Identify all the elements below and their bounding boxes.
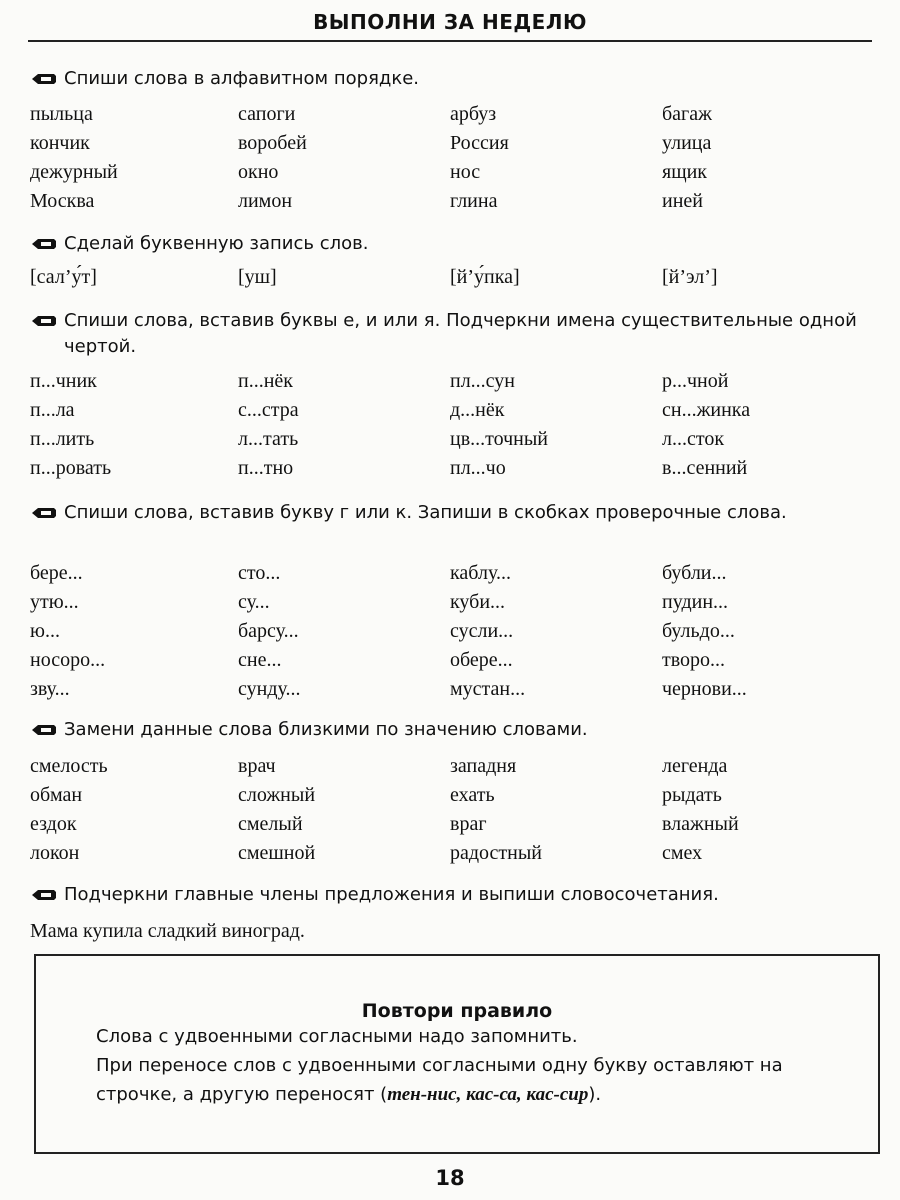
word-row xyxy=(30,620,870,649)
word: творо... xyxy=(662,649,726,671)
pencil-icon xyxy=(32,724,56,736)
task-6-instruction xyxy=(32,882,719,908)
task-4-words xyxy=(30,562,870,707)
word-row xyxy=(30,784,870,813)
rule-text-2-end: ). xyxy=(588,1084,602,1105)
task-2-instruction xyxy=(32,231,368,257)
word: окно xyxy=(238,161,279,183)
task-5-instruction xyxy=(32,717,588,743)
word: сне... xyxy=(238,649,282,671)
rule-text-2: При переносе слов с удвоенными согласными одну букву оставляют на строчке, а другую переносят ( xyxy=(96,1055,783,1105)
word: п...нёк xyxy=(238,370,293,392)
page-header xyxy=(28,10,872,40)
page-number: 18 xyxy=(435,1166,465,1190)
word: п...ла xyxy=(30,399,75,421)
word: смех xyxy=(662,842,703,864)
word: смелый xyxy=(238,813,303,835)
word-row xyxy=(30,457,870,486)
rule-text-1: Слова с удвоенными согласными надо запомнить. xyxy=(96,1026,578,1047)
word: смешной xyxy=(238,842,316,864)
word-row xyxy=(30,755,870,784)
word-row xyxy=(30,103,870,132)
word: п...ровать xyxy=(30,457,112,479)
pencil-icon xyxy=(32,238,56,250)
word: утю... xyxy=(30,591,79,613)
rule-paragraph-1 xyxy=(36,1022,878,1051)
word: оберe... xyxy=(450,649,513,671)
word: легенда xyxy=(662,755,728,777)
page-title: ВЫПОЛНИ ЗА НЕДЕЛЮ xyxy=(313,10,587,34)
task-5-words xyxy=(30,755,870,871)
word: радостный xyxy=(450,842,543,864)
word: багаж xyxy=(662,103,712,125)
task-1-words xyxy=(30,103,870,219)
transcription: [й’у́пка] xyxy=(450,266,520,288)
word: пыльца xyxy=(30,103,93,125)
word: рыдать xyxy=(662,784,722,806)
task-3-instruction xyxy=(32,308,900,360)
word: арбуз xyxy=(450,103,497,125)
word-row xyxy=(30,161,870,190)
word: лимон xyxy=(238,190,293,212)
word: ящик xyxy=(662,161,708,183)
word: глина xyxy=(450,190,498,212)
task-3-text: Спиши слова, вставив буквы е, и или я. Подчеркни имена существительные одной чертой. xyxy=(64,310,857,357)
word: р...чной xyxy=(662,370,729,392)
word-row xyxy=(30,428,870,457)
word: зву... xyxy=(30,678,70,700)
word: носоро... xyxy=(30,649,106,671)
task-1-instruction xyxy=(32,66,419,92)
word: воробей xyxy=(238,132,307,154)
word: сунду... xyxy=(238,678,301,700)
word-row xyxy=(30,591,870,620)
word: чернови... xyxy=(662,678,747,700)
task-1-text: Спиши слова в алфавитном порядке. xyxy=(64,68,420,89)
word-row xyxy=(30,266,870,295)
word: куби... xyxy=(450,591,506,613)
rule-paragraph-2 xyxy=(36,1051,878,1109)
task-3-words xyxy=(30,370,870,486)
word: пл...чо xyxy=(450,457,506,479)
word: в...сенний xyxy=(662,457,748,479)
word: п...тно xyxy=(238,457,294,479)
word: л...тать xyxy=(238,428,299,450)
word-row xyxy=(30,190,870,219)
transcription: [уш] xyxy=(238,266,277,288)
word: сложный xyxy=(238,784,316,806)
word-row xyxy=(30,842,870,871)
pencil-icon xyxy=(32,889,56,901)
word: обман xyxy=(30,784,83,806)
word: иней xyxy=(662,190,703,212)
word: пл...сун xyxy=(450,370,515,392)
word: д...нёк xyxy=(450,399,505,421)
word: улица xyxy=(662,132,712,154)
word-row xyxy=(30,562,870,591)
word: нос xyxy=(450,161,481,183)
word: ездок xyxy=(30,813,77,835)
pencil-icon xyxy=(32,315,56,327)
word: враг xyxy=(450,813,487,835)
word: сн...жинка xyxy=(662,399,751,421)
word: барсу... xyxy=(238,620,299,642)
task-2-text: Сделай буквенную запись слов. xyxy=(64,233,369,254)
word-row xyxy=(30,649,870,678)
rule-title: Повтори правило xyxy=(361,1000,553,1022)
word-row xyxy=(30,813,870,842)
word: цв...точный xyxy=(450,428,549,450)
word: мустан... xyxy=(450,678,526,700)
exercise-sentence: Мама купила сладкий виноград. xyxy=(30,920,305,942)
word: п...лить xyxy=(30,428,95,450)
pencil-icon xyxy=(32,73,56,85)
word: Россия xyxy=(450,132,509,154)
word: бере... xyxy=(30,562,83,584)
task-5-text: Замени данные слова близкими по значению словами. xyxy=(64,719,588,740)
word: сто... xyxy=(238,562,281,584)
header-rule xyxy=(28,40,872,42)
word: ю... xyxy=(30,620,60,642)
transcription: [сал’у́т] xyxy=(30,266,97,288)
rule-examples: тен-нис, кас-са, кас-сир xyxy=(387,1084,589,1105)
task-4-instruction xyxy=(32,500,900,526)
word: су... xyxy=(238,591,270,613)
transcription: [й’эл’] xyxy=(662,266,718,288)
word-row xyxy=(30,399,870,428)
task-4-text: Спиши слова, вставив букву г или к. Запиши в скобках проверочные слова. xyxy=(64,502,787,523)
word: бубли... xyxy=(662,562,727,584)
word: сапоги xyxy=(238,103,296,125)
word: л...сток xyxy=(662,428,725,450)
word-row xyxy=(30,370,870,399)
word: каблу... xyxy=(450,562,511,584)
pencil-icon xyxy=(32,507,56,519)
word: ехать xyxy=(450,784,495,806)
word: врач xyxy=(238,755,276,777)
word: дежурный xyxy=(30,161,118,183)
word: пудин... xyxy=(662,591,729,613)
word: Москва xyxy=(30,190,95,212)
word: западня xyxy=(450,755,517,777)
word: с...стра xyxy=(238,399,299,421)
word: п...чник xyxy=(30,370,97,392)
word: бульдо... xyxy=(662,620,735,642)
rule-box xyxy=(34,954,880,1154)
word: влажный xyxy=(662,813,739,835)
word: смелость xyxy=(30,755,108,777)
word: кончик xyxy=(30,132,90,154)
word: сусли... xyxy=(450,620,514,642)
word-row xyxy=(30,132,870,161)
word-row xyxy=(30,678,870,707)
task-2-words xyxy=(30,266,870,295)
word: локон xyxy=(30,842,80,864)
task-6-text: Подчеркни главные члены предложения и выпиши словосочетания. xyxy=(64,884,719,905)
